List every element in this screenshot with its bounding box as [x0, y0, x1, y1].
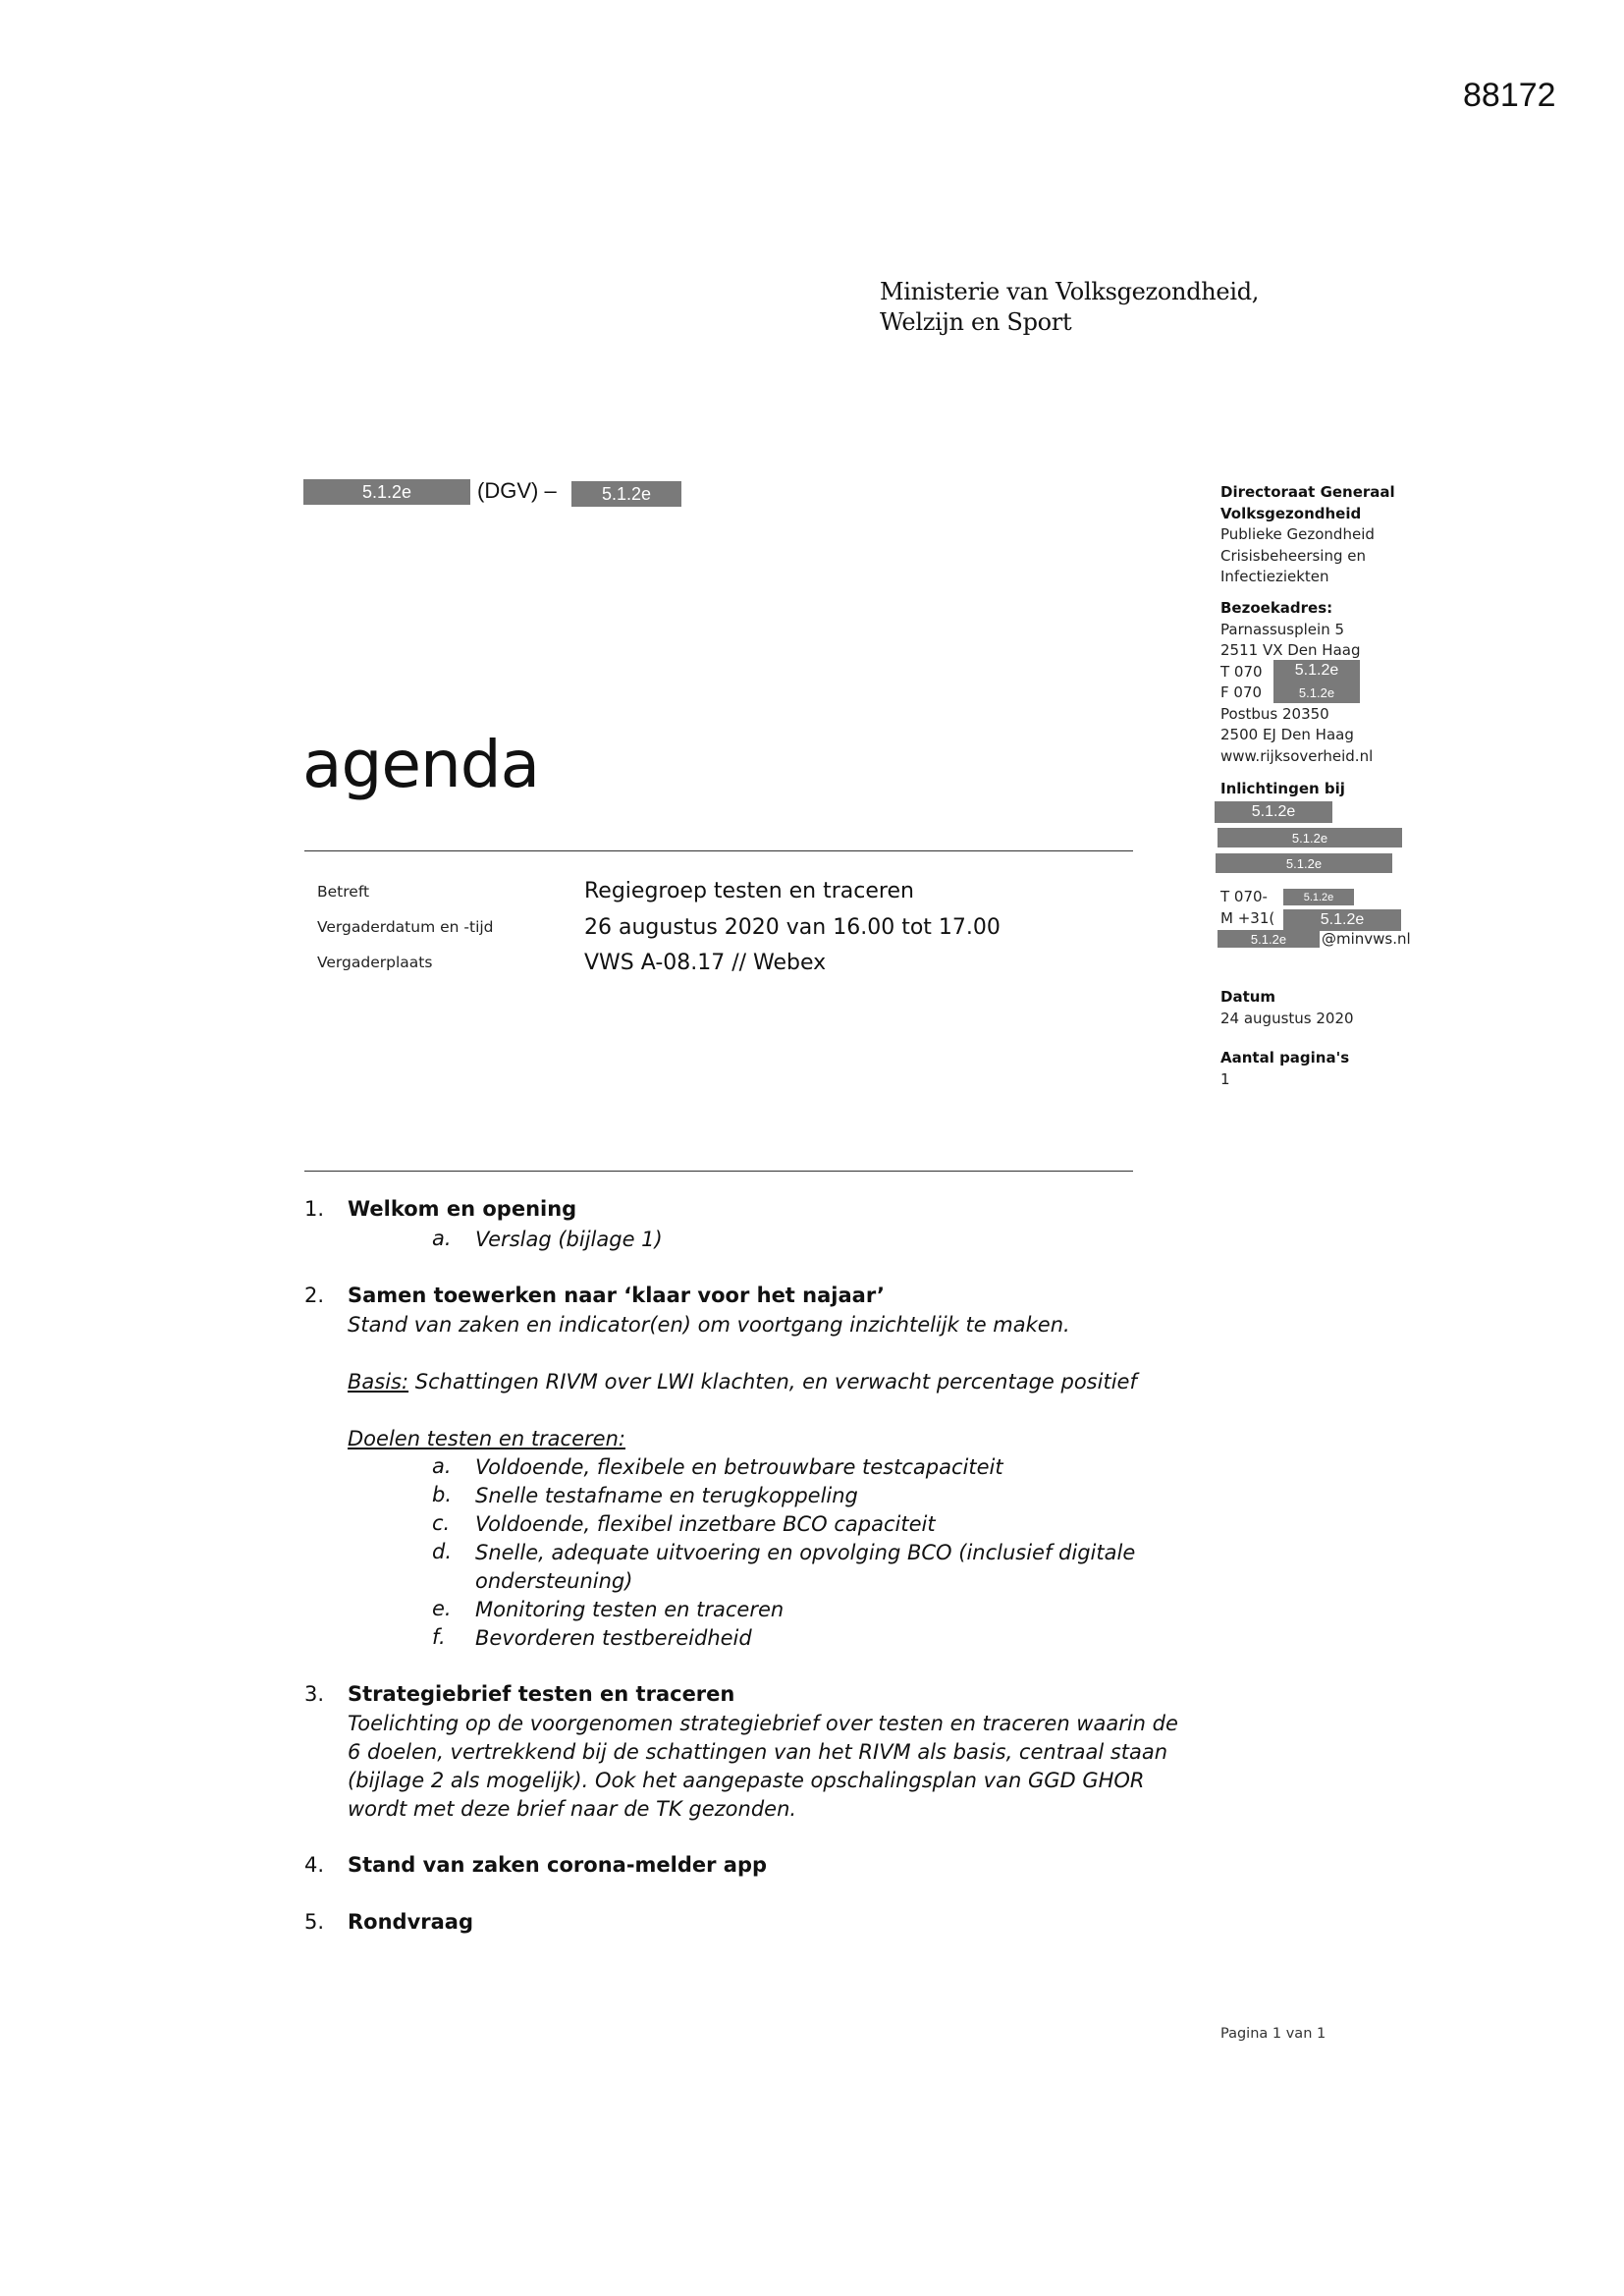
betreft-label: Betreft — [317, 883, 370, 901]
visit-heading: Bezoekadres: — [1220, 599, 1333, 617]
redaction-sender-1: 5.1.2e — [303, 479, 470, 505]
redaction-info-telephone: 5.1.2e — [1283, 889, 1354, 905]
vergaderplaats-value: VWS A-08.17 // Webex — [584, 951, 827, 975]
goal-text: Voldoende, flexibel inzetbare BCO capaciteit — [475, 1512, 936, 1536]
redaction-info-unit: 5.1.2e — [1216, 853, 1392, 873]
agenda-item-3-number: 3. — [304, 1682, 325, 1706]
vergaderplaats-label: Vergaderplaats — [317, 954, 433, 971]
sender-dgv: (DGV) – — [477, 478, 557, 503]
agenda-item-2-number: 2. — [304, 1284, 325, 1307]
agenda-item-4-number: 4. — [304, 1853, 325, 1877]
agenda-item-5-title: Rondvraag — [348, 1910, 473, 1934]
goal-letter: b. — [432, 1483, 453, 1506]
goal-letter: d. — [432, 1540, 453, 1563]
org-line-3: Publieke Gezondheid — [1220, 525, 1375, 543]
info-mobile: M +31( — [1220, 909, 1275, 927]
redaction-info-email: 5.1.2e — [1218, 930, 1320, 948]
goal-text: Bevorderen testbereidheid — [475, 1626, 752, 1650]
date-value: 24 augustus 2020 — [1220, 1009, 1354, 1027]
visit-city: 2511 VX Den Haag — [1220, 641, 1361, 659]
agenda-item-3-title: Strategiebrief testen en traceren — [348, 1682, 735, 1706]
goal-letter: f. — [432, 1625, 446, 1649]
basis-label: Basis: — [348, 1370, 409, 1394]
goal-text: Snelle testafname en terugkoppeling — [475, 1484, 858, 1507]
postbus: Postbus 20350 — [1220, 704, 1329, 723]
sidebar-pages — [1220, 1048, 1349, 1090]
agenda-item-4-title: Stand van zaken corona-melder app — [348, 1853, 768, 1877]
org-line-2: Volksgezondheid — [1220, 504, 1362, 522]
agenda-item-1-number: 1. — [304, 1197, 325, 1221]
goal-letter: e. — [432, 1597, 452, 1620]
page-footer: Pagina 1 van 1 — [1220, 2026, 1326, 2042]
telephone-prefix: T 070 — [1220, 662, 1263, 681]
org-line-5: Infectieziekten — [1220, 568, 1329, 585]
vergaderdatum-value: 26 augustus 2020 van 16.00 tot 17.00 — [584, 915, 1001, 940]
agenda-item-3-text: Toelichting op de voorgenomen strategiebrief over testen en traceren waarin de 6 doelen, vertrekkend bij de schattingen van het RIVM als basis, centraal staan (bijlage 2 als mogelijk). Ook het aangepaste opschalingsplan van GGD GHOR wordt met deze brief naar de TK gezonden. — [348, 1712, 1178, 1821]
goal-text: Monitoring testen en traceren — [475, 1598, 785, 1621]
goal-text: Voldoende, flexibele en betrouwbare testcapaciteit — [475, 1455, 1003, 1479]
bottom-divider — [304, 1171, 1133, 1172]
info-email-suffix[interactable]: @minvws.nl — [1322, 930, 1411, 948]
document-number: 88172 — [1463, 77, 1556, 114]
agenda-item-2-title: Samen toewerken naar ‘klaar voor het najaar’ — [348, 1284, 886, 1307]
pages-value: 1 — [1220, 1069, 1230, 1088]
goal-text: Snelle, adequate uitvoering en opvolging BCO (inclusief digitale ondersteuning) — [475, 1541, 1136, 1593]
ministry-name — [880, 277, 1259, 338]
pages-heading: Aantal pagina's — [1220, 1049, 1350, 1066]
agenda-item-2-text: Stand van zaken en indicator(en) om voortgang inzichtelijk te maken. — [348, 1313, 1070, 1337]
info-telephone: T 070- — [1220, 888, 1268, 905]
redaction-info-mobile: 5.1.2e — [1283, 909, 1401, 931]
top-divider — [304, 850, 1133, 851]
info-heading: Inlichtingen bij — [1220, 780, 1345, 797]
redaction-info-dept: 5.1.2e — [1218, 828, 1402, 847]
betreft-value: Regiegroep testen en traceren — [584, 879, 914, 903]
redaction-fax: 5.1.2e — [1273, 682, 1360, 703]
sidebar-org — [1220, 482, 1395, 588]
document-type-title: agenda — [302, 727, 540, 802]
agenda-item-1a-letter: a. — [432, 1227, 452, 1250]
redaction-info-name: 5.1.2e — [1215, 801, 1332, 823]
goal-letter: c. — [432, 1511, 451, 1535]
org-line-4: Crisisbeheersing en — [1220, 546, 1367, 565]
redaction-telephone: 5.1.2e — [1273, 660, 1360, 682]
agenda-item-5-number: 5. — [304, 1910, 325, 1934]
org-line-1: Directoraat Generaal — [1220, 483, 1395, 501]
sidebar-info-heading-wrap — [1220, 779, 1345, 800]
fax-prefix: F 070 — [1220, 683, 1263, 701]
goal-letter: a. — [432, 1454, 452, 1478]
website-link[interactable]: www.rijksoverheid.nl — [1220, 746, 1374, 765]
agenda-item-1-title: Welkom en opening — [348, 1197, 577, 1221]
ministry-line-2: Welzijn en Sport — [880, 308, 1072, 336]
agenda-item-1a-text: Verslag (bijlage 1) — [475, 1228, 663, 1251]
agenda-item-2-basis — [348, 1368, 1182, 1396]
post-city: 2500 EJ Den Haag — [1220, 726, 1354, 743]
agenda-goals-heading: Doelen testen en traceren: — [348, 1427, 625, 1450]
redaction-sender-2: 5.1.2e — [571, 481, 681, 507]
sidebar-date — [1220, 987, 1354, 1029]
date-heading: Datum — [1220, 988, 1276, 1006]
visit-street: Parnassusplein 5 — [1220, 620, 1345, 638]
basis-text: Schattingen RIVM over LWI klachten, en verwacht percentage positief — [408, 1370, 1137, 1394]
ministry-line-1: Ministerie van Volksgezondheid, — [880, 278, 1260, 305]
vergaderdatum-label: Vergaderdatum en -tijd — [317, 918, 494, 936]
